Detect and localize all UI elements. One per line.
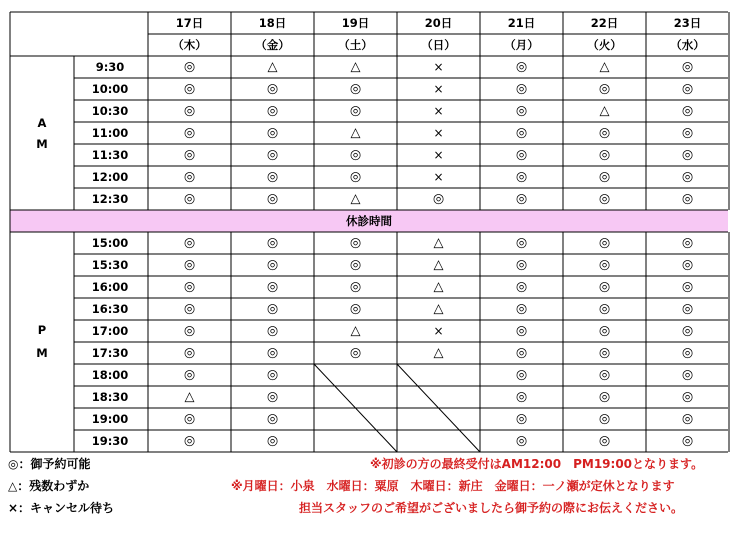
slot-status: ◎ (515, 433, 528, 449)
time-label: 11:00 (91, 126, 129, 140)
slot-status: ◎ (598, 169, 611, 185)
slot-status: △ (350, 323, 361, 339)
am-label: A (37, 116, 47, 130)
slot-status: ◎ (598, 125, 611, 141)
slot-status: ◎ (183, 279, 196, 295)
slot-status: △ (599, 59, 610, 75)
time-label: 18:00 (91, 368, 129, 382)
first-visit-note: ※初診の方の最終受付はAM12:00 PM19:00となります。 (370, 457, 704, 471)
legend-few-left: △：残数わずか (8, 479, 90, 493)
time-label: 12:00 (91, 170, 129, 184)
slot-status: ◎ (681, 279, 694, 295)
slot-status: ◎ (515, 367, 528, 383)
slot-status: ◎ (681, 147, 694, 163)
legend-available: ◎：御予約可能 (8, 457, 91, 471)
slot-status: ◎ (183, 103, 196, 119)
slot-status: ◎ (266, 323, 279, 339)
slot-status: ◎ (183, 345, 196, 361)
slot-status: ◎ (266, 147, 279, 163)
slot-status: × (433, 82, 444, 96)
slot-status: ◎ (349, 257, 362, 273)
slot-status: × (433, 324, 444, 338)
slot-status: ◎ (681, 323, 694, 339)
slot-status: △ (433, 301, 444, 317)
staff-request-note: 担当スタッフのご希望がございましたら御予約の際にお伝えください。 (299, 501, 684, 515)
slot-status: ◎ (515, 345, 528, 361)
slot-status: ◎ (681, 301, 694, 317)
slot-status: ◎ (349, 345, 362, 361)
slot-status: ◎ (681, 191, 694, 207)
slot-status: ◎ (681, 103, 694, 119)
slot-status: ◎ (681, 81, 694, 97)
slot-status: ◎ (266, 411, 279, 427)
slot-status: ◎ (598, 389, 611, 405)
time-label: 16:00 (91, 280, 129, 294)
time-label: 10:30 (91, 104, 129, 118)
slot-status: ◎ (266, 433, 279, 449)
slot-status: ◎ (183, 323, 196, 339)
slot-status: ◎ (681, 411, 694, 427)
slot-status: ◎ (598, 301, 611, 317)
slot-status: ◎ (515, 81, 528, 97)
slot-status: ◎ (598, 411, 611, 427)
slot-status: ◎ (681, 257, 694, 273)
slot-status: × (433, 60, 444, 74)
slot-status: ◎ (598, 279, 611, 295)
slot-status: ◎ (349, 235, 362, 251)
day-header: 19日 (341, 16, 370, 30)
slot-status: ◎ (183, 147, 196, 163)
slot-status: ◎ (266, 257, 279, 273)
slot-status: ◎ (432, 191, 445, 207)
slot-status: ◎ (681, 125, 694, 141)
slot-status: ◎ (598, 323, 611, 339)
slot-status: ◎ (266, 345, 279, 361)
slot-status: △ (350, 125, 361, 141)
slot-status: ◎ (266, 169, 279, 185)
slot-status: ◎ (266, 103, 279, 119)
day-header: 22日 (590, 16, 619, 30)
slot-status: ◎ (598, 191, 611, 207)
slot-status: × (433, 170, 444, 184)
slot-status: ◎ (183, 411, 196, 427)
day-header: 23日 (673, 16, 702, 30)
weekday-header: （火） (587, 38, 622, 52)
day-header: 20日 (424, 16, 453, 30)
slot-status: ◎ (515, 125, 528, 141)
slot-status: △ (599, 103, 610, 119)
slot-status: △ (350, 191, 361, 207)
slot-status: ◎ (349, 169, 362, 185)
slot-status: ◎ (266, 235, 279, 251)
slot-status: ◎ (183, 433, 196, 449)
slot-status: ◎ (266, 389, 279, 405)
slot-status: ◎ (681, 433, 694, 449)
slot-status: ◎ (183, 81, 196, 97)
slot-status: ◎ (515, 59, 528, 75)
slot-status: ◎ (266, 191, 279, 207)
slot-status: ◎ (515, 169, 528, 185)
slot-status: ◎ (183, 169, 196, 185)
slot-status: ◎ (266, 279, 279, 295)
slot-status: ◎ (515, 191, 528, 207)
slot-status: ◎ (349, 103, 362, 119)
time-label: 19:00 (91, 412, 129, 426)
slot-status: ◎ (183, 59, 196, 75)
slot-status: ◎ (515, 147, 528, 163)
time-label: 19:30 (91, 434, 129, 448)
slot-status: ◎ (598, 257, 611, 273)
slot-status: ◎ (266, 301, 279, 317)
slot-status: △ (433, 279, 444, 295)
slot-status: ◎ (598, 345, 611, 361)
weekday-header: （木） (172, 38, 207, 52)
am-label: M (36, 137, 48, 151)
time-label: 12:30 (91, 192, 129, 206)
weekday-header: （土） (338, 38, 373, 52)
time-label: 16:30 (91, 302, 129, 316)
slot-status: ◎ (183, 257, 196, 273)
slot-status: △ (350, 59, 361, 75)
time-label: 17:00 (91, 324, 129, 338)
weekday-header: （水） (670, 38, 705, 52)
slot-status: △ (184, 389, 195, 405)
slot-status: ◎ (183, 235, 196, 251)
pm-label: P (37, 323, 47, 337)
slot-status: △ (433, 257, 444, 273)
slot-status: ◎ (681, 235, 694, 251)
slot-status: ◎ (598, 367, 611, 383)
staff-holiday-note: ※月曜日：小泉 水曜日：粟原 木曜日：新庄 金曜日：一ノ瀬が定休となります (231, 479, 675, 493)
break-label: 休診時間 (346, 214, 392, 228)
slot-status: ◎ (515, 323, 528, 339)
weekday-header: （金） (255, 38, 290, 52)
slot-status: △ (433, 235, 444, 251)
slot-status: ◎ (598, 81, 611, 97)
slot-status: × (433, 148, 444, 162)
slot-status: ◎ (266, 125, 279, 141)
slot-status: ◎ (349, 301, 362, 317)
slot-status: ◎ (515, 389, 528, 405)
time-label: 17:30 (91, 346, 129, 360)
time-label: 9:30 (95, 60, 125, 74)
slot-status: ◎ (183, 191, 196, 207)
slot-status: ◎ (515, 411, 528, 427)
slot-status: ◎ (266, 367, 279, 383)
slot-status: ◎ (349, 279, 362, 295)
slot-status: ◎ (183, 367, 196, 383)
time-label: 15:00 (91, 236, 129, 250)
slot-status: △ (433, 345, 444, 361)
slot-status: ◎ (515, 301, 528, 317)
time-label: 18:30 (91, 390, 129, 404)
slot-status: ◎ (681, 389, 694, 405)
weekday-header: （日） (421, 38, 456, 52)
slot-status: × (433, 126, 444, 140)
time-label: 11:30 (91, 148, 129, 162)
slot-status: ◎ (598, 147, 611, 163)
day-header: 21日 (507, 16, 536, 30)
slot-status: ◎ (681, 169, 694, 185)
weekday-header: （月） (504, 38, 539, 52)
time-label: 10:00 (91, 82, 129, 96)
time-label: 15:30 (91, 258, 129, 272)
slot-status: ◎ (515, 257, 528, 273)
pm-label: M (36, 346, 48, 360)
legend-waitlist: ×：キャンセル待ち (8, 501, 115, 515)
slot-status: ◎ (183, 125, 196, 141)
day-header: 17日 (175, 16, 204, 30)
slot-status: ◎ (183, 301, 196, 317)
slot-status: ◎ (681, 367, 694, 383)
slot-status: △ (267, 59, 278, 75)
slot-status: ◎ (349, 147, 362, 163)
slot-status: ◎ (349, 81, 362, 97)
slot-status: ◎ (598, 235, 611, 251)
slot-status: ◎ (681, 59, 694, 75)
slot-status: ◎ (515, 235, 528, 251)
slot-status: × (433, 104, 444, 118)
slot-status: ◎ (598, 433, 611, 449)
slot-status: ◎ (515, 103, 528, 119)
slot-status: ◎ (266, 81, 279, 97)
day-header: 18日 (258, 16, 287, 30)
slot-status: ◎ (681, 345, 694, 361)
slot-status: ◎ (515, 279, 528, 295)
